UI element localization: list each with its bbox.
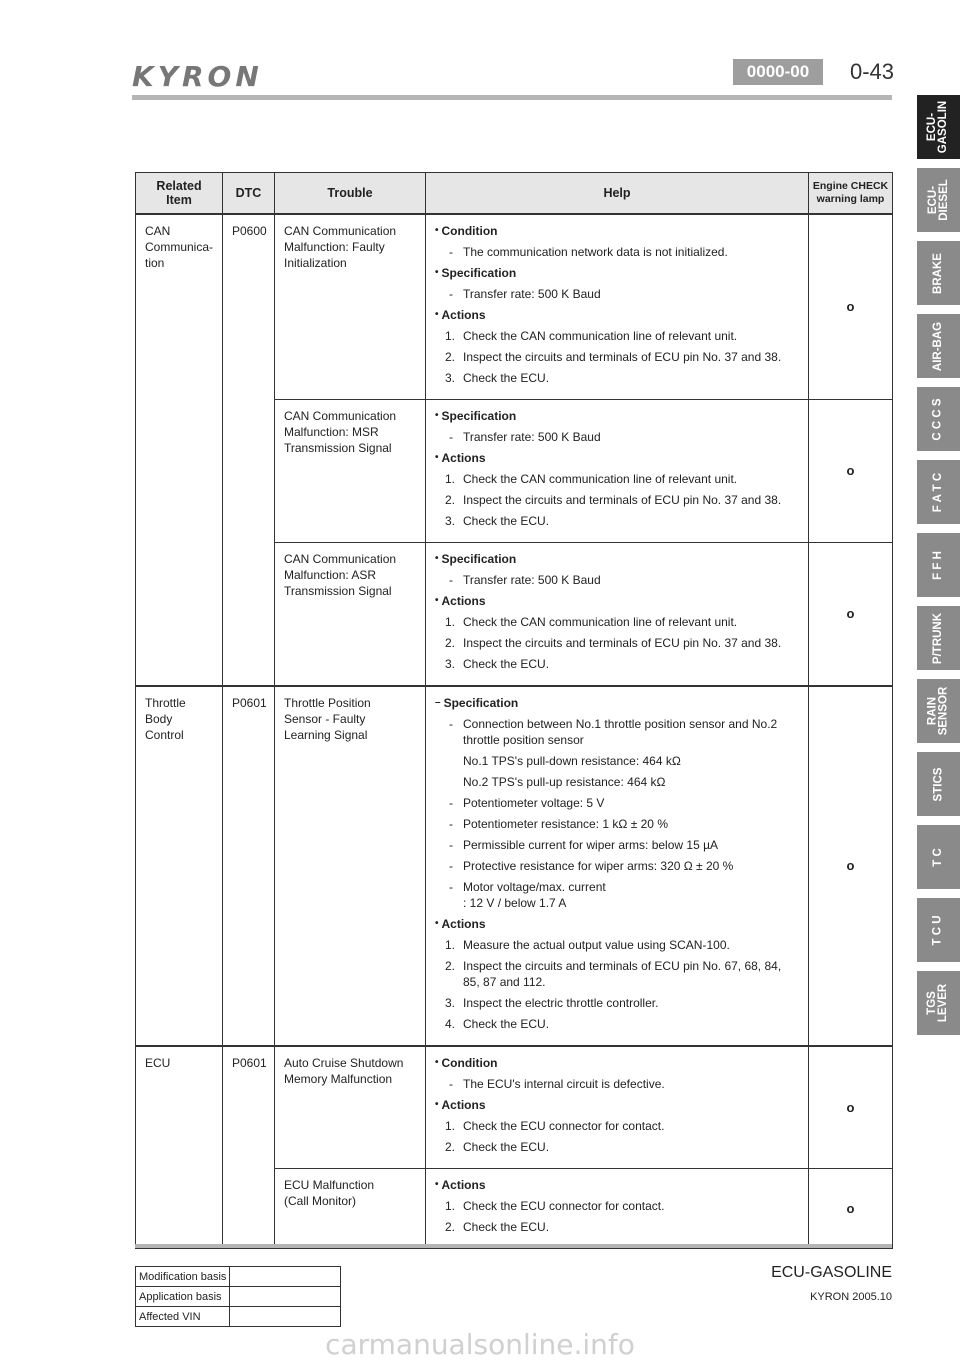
help-line	[435, 1118, 799, 1134]
help-line	[435, 716, 799, 748]
bullet-icon: •	[435, 1179, 439, 1190]
help-cell	[426, 400, 809, 543]
help-line-text: Check the ECU connector for contact.	[463, 1199, 665, 1213]
help-line	[435, 656, 799, 672]
help-line	[435, 753, 799, 769]
section-tab[interactable]	[917, 825, 960, 889]
help-cell	[426, 686, 809, 1046]
help-line	[435, 1139, 799, 1155]
help-cell	[426, 1169, 809, 1249]
help-line-text: Potentiometer resistance: 1 kΩ ± 20 %	[463, 817, 668, 831]
help-line-marker: 3.	[445, 371, 456, 385]
help-line-marker: 4.	[445, 1017, 456, 1031]
help-line	[435, 1198, 799, 1214]
help-line-marker: -	[449, 287, 453, 301]
help-section-title-text: Condition	[441, 1056, 498, 1070]
section-tab-label: ECU- DIESEL	[926, 179, 950, 221]
help-line	[435, 328, 799, 344]
help-section-title	[435, 1055, 799, 1071]
help-line-marker: 2.	[445, 1220, 456, 1234]
header-rule	[132, 95, 892, 100]
section-tab[interactable]	[917, 314, 960, 378]
help-section-title	[435, 450, 799, 466]
help-section-title-text: Actions	[441, 917, 486, 931]
help-section-title-text: Actions	[441, 308, 486, 322]
help-section-title	[435, 265, 799, 281]
trouble-cell: CAN Communication Malfunction: MSR Transmission Signal	[275, 400, 426, 543]
kyron-logo: KYRON	[132, 60, 263, 93]
bullet-icon: •	[435, 309, 439, 320]
mod-label: Application basis	[136, 1287, 230, 1307]
dtc-code-cell: P0601	[223, 1046, 275, 1249]
trouble-cell: Throttle Position Sensor - Faulty Learning Signal	[275, 686, 426, 1046]
dtc-row	[136, 686, 893, 1046]
trouble-cell: CAN Communication Malfunction: Faulty Initialization	[275, 214, 426, 400]
section-tab-label: STICS	[932, 767, 944, 801]
section-tab-label: RAIN SENSOR	[926, 686, 950, 736]
related-item-cell: Throttle Body Control	[136, 686, 223, 1046]
help-line	[435, 349, 799, 365]
help-section-title	[435, 593, 799, 609]
help-line-marker: 3.	[445, 657, 456, 671]
help-line-text: The communication network data is not initialized.	[463, 245, 728, 259]
help-line-text: No.2 TPS's pull-up resistance: 464 kΩ	[463, 775, 666, 789]
watermark: carmanualsonline.info	[325, 1328, 635, 1361]
help-line	[435, 614, 799, 630]
help-line-marker: 1.	[445, 472, 456, 486]
help-cell	[426, 1046, 809, 1169]
section-tab-label: F F H	[932, 550, 944, 580]
section-tab[interactable]	[917, 168, 960, 232]
help-line-text: Inspect the circuits and terminals of ECU pin No. 37 and 38.	[463, 636, 782, 650]
dtc-table	[135, 172, 893, 1249]
help-line-marker: 3.	[445, 514, 456, 528]
help-cell	[426, 214, 809, 400]
trouble-cell: ECU Malfunction (Call Monitor)	[275, 1169, 426, 1249]
section-tab-label: T C	[932, 847, 944, 867]
section-tab[interactable]	[917, 606, 960, 670]
help-line-text: Check the CAN communication line of relevant unit.	[463, 329, 738, 343]
help-line-marker: 2.	[445, 636, 456, 650]
bullet-icon: •	[435, 267, 439, 278]
help-section-title	[435, 916, 799, 932]
section-tab-label: F A T C	[932, 472, 944, 512]
section-tab[interactable]	[917, 679, 960, 743]
help-line	[435, 429, 799, 445]
help-line-text: Check the ECU.	[463, 1220, 550, 1234]
help-line-text: Check the CAN communication line of relevant unit.	[463, 615, 738, 629]
help-line-marker: -	[449, 717, 453, 731]
help-line-marker: -	[449, 880, 453, 894]
bullet-icon: •	[435, 1099, 439, 1110]
dtc-row	[136, 1046, 893, 1169]
help-section-title	[435, 695, 799, 711]
help-line	[435, 937, 799, 953]
section-tab[interactable]	[917, 95, 960, 159]
bullet-icon: •	[435, 918, 439, 929]
help-line	[435, 492, 799, 508]
bullet-icon: •	[435, 452, 439, 463]
help-line-marker: -	[449, 838, 453, 852]
help-line	[435, 1016, 799, 1032]
mod-value	[230, 1307, 341, 1327]
warning-lamp-cell: o	[809, 1169, 893, 1249]
mod-label: Affected VIN	[136, 1307, 230, 1327]
help-section-title	[435, 551, 799, 567]
help-line-text: Check the ECU.	[463, 514, 550, 528]
section-tab-label: ECU- GASOLIN	[926, 100, 950, 154]
help-section-title-text: Actions	[441, 594, 486, 608]
section-tab-label: P/TRUNK	[932, 612, 944, 664]
footer-section-name: ECU-GASOLINE	[771, 1264, 892, 1281]
help-line-text: Connection between No.1 throttle position sensor and No.2 throttle position sensor	[463, 717, 778, 747]
help-line-text: Check the ECU.	[463, 657, 550, 671]
help-section-title-text: Actions	[441, 451, 486, 465]
help-line-text: No.1 TPS's pull-down resistance: 464 kΩ	[463, 754, 681, 768]
related-item-cell: CAN Communica- tion	[136, 214, 223, 686]
bullet-icon: •	[435, 1057, 439, 1068]
help-section-title-text: Specification	[443, 696, 519, 710]
bullet-icon: •	[435, 410, 439, 421]
help-line	[435, 995, 799, 1011]
help-line-marker: 2.	[445, 959, 456, 973]
help-line	[435, 1219, 799, 1235]
help-section-title	[435, 1097, 799, 1113]
help-line	[435, 244, 799, 260]
help-line	[435, 471, 799, 487]
help-line-marker: -	[449, 573, 453, 587]
help-section-title	[435, 1177, 799, 1193]
mod-row	[136, 1307, 341, 1327]
help-section-title	[435, 307, 799, 323]
help-line-marker: 1.	[445, 1119, 456, 1133]
help-line	[435, 572, 799, 588]
section-tab-label: BRAKE	[931, 252, 944, 294]
help-section-title-text: Actions	[441, 1098, 486, 1112]
section-tab[interactable]	[917, 387, 960, 451]
footer-model: KYRON 2005.10	[810, 1291, 892, 1303]
help-line-text: Motor voltage/max. current : 12 V / below 1.7 A	[463, 880, 606, 910]
help-line-marker: 3.	[445, 996, 456, 1010]
section-tab-label: TGS LEVER	[926, 983, 950, 1023]
help-line-text: Inspect the electric throttle controller.	[463, 996, 659, 1010]
section-tab[interactable]	[917, 898, 960, 962]
dtc-code-cell: P0600	[223, 214, 275, 686]
section-tab-label: AIR-BAG	[932, 321, 945, 371]
help-line-marker: 2.	[445, 350, 456, 364]
help-line-text: Protective resistance for wiper arms: 320 Ω ± 20 %	[463, 859, 734, 873]
help-line-text: Check the ECU.	[463, 1017, 550, 1031]
help-line	[435, 286, 799, 302]
mod-row	[136, 1267, 341, 1287]
help-section-title	[435, 223, 799, 239]
help-line	[435, 635, 799, 651]
mod-label: Modification basis	[136, 1267, 230, 1287]
dtc-code-cell: P0601	[223, 686, 275, 1046]
help-section-title-text: Actions	[441, 1178, 486, 1192]
section-tab[interactable]	[917, 971, 960, 1035]
warning-lamp-cell: o	[809, 686, 893, 1046]
section-tab-label: C C C S	[931, 397, 944, 441]
help-line-marker: -	[449, 817, 453, 831]
help-line	[435, 513, 799, 529]
header-related-item: Related Item	[136, 173, 223, 215]
help-line	[435, 858, 799, 874]
help-line-marker: 1.	[445, 615, 456, 629]
section-tab[interactable]	[917, 752, 960, 816]
help-line-text: Check the ECU connector for contact.	[463, 1119, 665, 1133]
header-trouble: Trouble	[275, 173, 426, 215]
help-line-marker: -	[449, 796, 453, 810]
help-section-title-text: Specification	[441, 266, 517, 280]
help-line-text: Permissible current for wiper arms: below 15 µA	[463, 838, 718, 852]
help-cell	[426, 543, 809, 687]
modification-table	[135, 1266, 341, 1327]
help-line-text: Transfer rate: 500 K Baud	[463, 287, 601, 301]
bullet-icon: •	[435, 553, 439, 564]
section-tab[interactable]	[917, 241, 960, 305]
help-line-text: Inspect the circuits and terminals of ECU pin No. 67, 68, 84, 85, 87 and 112.	[463, 959, 782, 989]
help-line-marker: 1.	[445, 1199, 456, 1213]
help-line-marker: -	[449, 430, 453, 444]
header-dtc: DTC	[223, 173, 275, 215]
help-line	[435, 958, 799, 990]
header-help: Help	[426, 173, 809, 215]
mod-value	[230, 1267, 341, 1287]
help-section-title-text: Specification	[441, 409, 517, 423]
help-line-marker: -	[449, 859, 453, 873]
help-line-marker: -	[449, 245, 453, 259]
warning-lamp-cell: o	[809, 400, 893, 543]
bullet-icon: –	[435, 697, 441, 708]
help-line-text: Transfer rate: 500 K Baud	[463, 430, 601, 444]
bullet-icon: •	[435, 225, 439, 236]
trouble-cell: CAN Communication Malfunction: ASR Transmission Signal	[275, 543, 426, 687]
help-line	[435, 774, 799, 790]
help-line	[435, 816, 799, 832]
help-line-marker: 2.	[445, 1140, 456, 1154]
header-warning-lamp: Engine CHECK warning lamp	[809, 173, 893, 215]
help-line-text: Inspect the circuits and terminals of ECU pin No. 37 and 38.	[463, 350, 782, 364]
warning-lamp-cell: o	[809, 214, 893, 400]
help-line-text: Transfer rate: 500 K Baud	[463, 573, 601, 587]
mod-row	[136, 1287, 341, 1307]
section-tab[interactable]	[917, 460, 960, 524]
help-line-marker: 1.	[445, 329, 456, 343]
help-line	[435, 370, 799, 386]
help-line-marker: 2.	[445, 493, 456, 507]
help-line	[435, 795, 799, 811]
help-line-text: Potentiometer voltage: 5 V	[463, 796, 605, 810]
help-line-text: Check the ECU.	[463, 1140, 550, 1154]
warning-lamp-cell: o	[809, 543, 893, 687]
dtc-row	[136, 214, 893, 400]
help-line-marker: 1.	[445, 938, 456, 952]
help-line	[435, 1076, 799, 1092]
related-item-cell: ECU	[136, 1046, 223, 1249]
section-tab-label: T C U	[932, 914, 944, 946]
bullet-icon: •	[435, 595, 439, 606]
help-line	[435, 837, 799, 853]
mod-value	[230, 1287, 341, 1307]
help-line	[435, 879, 799, 911]
help-section-title-text: Condition	[441, 224, 498, 238]
help-line-text: Check the ECU.	[463, 371, 550, 385]
help-section-title-text: Specification	[441, 552, 517, 566]
help-line-text: Check the CAN communication line of relevant unit.	[463, 472, 738, 486]
help-line-text: The ECU's internal circuit is defective.	[463, 1077, 665, 1091]
help-line-marker: -	[449, 1077, 453, 1091]
help-line-text: Measure the actual output value using SCAN-100.	[463, 938, 730, 952]
help-line-text: Inspect the circuits and terminals of ECU pin No. 37 and 38.	[463, 493, 782, 507]
section-tab[interactable]	[917, 533, 960, 597]
help-section-title	[435, 408, 799, 424]
section-code-badge: 0000-00	[733, 59, 823, 85]
footer-rule	[135, 1244, 892, 1248]
trouble-cell: Auto Cruise Shutdown Memory Malfunction	[275, 1046, 426, 1169]
warning-lamp-cell: o	[809, 1046, 893, 1169]
page-number: 0-43	[850, 59, 895, 84]
